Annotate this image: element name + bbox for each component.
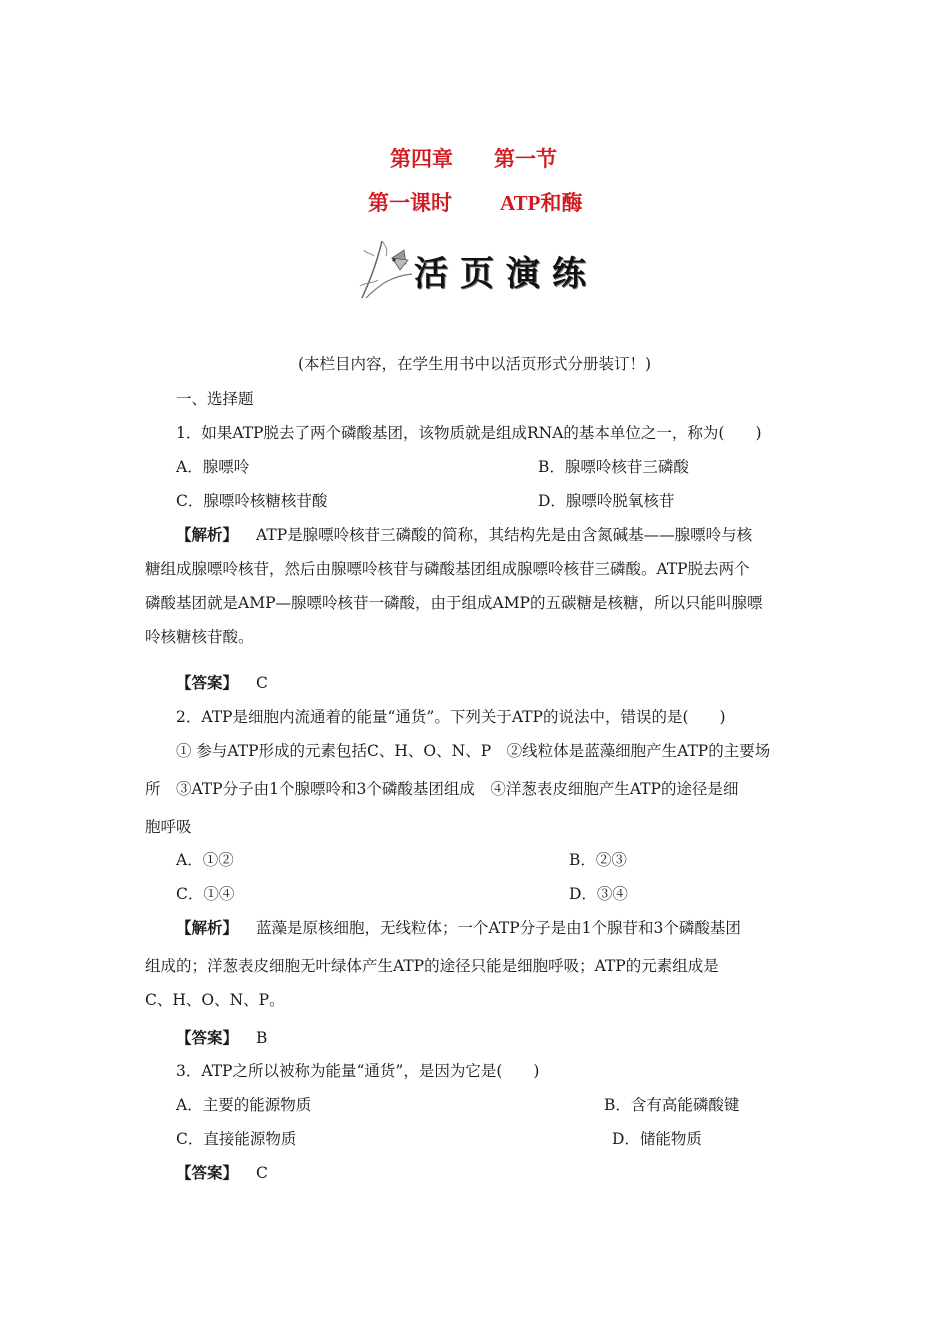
section-heading: 一、选择题 xyxy=(176,390,254,408)
q2-analysis-line3: C、H、O、N、P。 xyxy=(145,991,285,1009)
q2-analysis-line2: 组成的；洋葱表皮细胞无叶绿体产生ATP的途径只能是细胞呼吸；ATP的元素组成是 xyxy=(145,957,719,975)
q1-option-b: B．腺嘌呤核苷三磷酸 xyxy=(538,458,689,476)
q2-items-line3: 胞呼吸 xyxy=(145,818,192,836)
q2-items-line1: ① 参与ATP形成的元素包括C、H、O、N、P ②线粒体是蓝藻细胞产生ATP的主要场 xyxy=(176,742,771,760)
q2-option-c: C．①④ xyxy=(176,885,235,903)
q1-answer-label: 【答案】 xyxy=(176,673,239,692)
q1-analysis-line3: 磷酸基团就是AMP—腺嘌呤核苷一磷酸，由于组成AMP的五碳糖是核糖，所以只能叫腺嘌 xyxy=(145,594,763,612)
q1-analysis-line1 xyxy=(176,525,752,545)
q1-stem: 1．如果ATP脱去了两个磷酸基团，该物质就是组成RNA的基本单位之一，称为( ) xyxy=(176,424,762,442)
section-title: 第一节 xyxy=(494,146,557,171)
q1-option-a: A．腺嘌呤 xyxy=(176,458,250,476)
q3-stem: 3．ATP之所以被称为能量“通货”，是因为它是( ) xyxy=(176,1062,540,1080)
q1-analysis-line4: 呤核糖核苷酸。 xyxy=(145,628,254,646)
q1-analysis-label: 【解析】 xyxy=(176,525,239,544)
q1-analysis-text1: ATP是腺嘌呤核苷三磷酸的简称，其结构先是由含氮碱基——腺嘌呤与核 xyxy=(256,526,753,544)
q1-analysis-line2: 糖组成腺嘌呤核苷，然后由腺嘌呤核苷与磷酸基团组成腺嘌呤核苷三磷酸。ATP脱去两个 xyxy=(145,560,750,578)
q1-option-d: D．腺嘌呤脱氧核苷 xyxy=(538,492,675,510)
q3-option-b: B．含有高能磷酸键 xyxy=(604,1096,740,1114)
topic-title: ATP和酶 xyxy=(500,191,583,215)
q3-option-d: D．储能物质 xyxy=(612,1130,702,1148)
q3-answer-label: 【答案】 xyxy=(176,1163,239,1182)
q2-answer: B xyxy=(256,1029,268,1047)
q3-answer-row xyxy=(176,1163,268,1183)
q2-answer-label: 【答案】 xyxy=(176,1028,239,1047)
q2-answer-row xyxy=(176,1028,267,1048)
q2-option-a: A．①② xyxy=(176,851,234,869)
q1-answer: C xyxy=(256,674,268,692)
q2-analysis-label: 【解析】 xyxy=(176,918,239,937)
q1-option-c: C．腺嘌呤核糖核苷酸 xyxy=(176,492,328,510)
banner-text: 活页演练 xyxy=(414,254,598,294)
q3-option-a: A．主要的能源物质 xyxy=(176,1096,312,1114)
lesson-title: 第一课时 xyxy=(368,190,452,215)
q2-analysis-line1 xyxy=(176,918,741,938)
chapter-title: 第四章 xyxy=(390,146,453,171)
q3-answer: C xyxy=(256,1164,268,1182)
q2-option-b: B．②③ xyxy=(569,851,627,869)
binding-note: (本栏目内容，在学生用书中以活页形式分册装订！) xyxy=(298,355,652,373)
q2-items-line2: 所 ③ATP分子由1个腺嘌呤和3个磷酸基团组成 ④洋葱表皮细胞产生ATP的途径是细 xyxy=(145,780,739,798)
banner xyxy=(352,236,608,300)
q2-stem: 2．ATP是细胞内流通着的能量“通货”。下列关于ATP的说法中，错误的是( ) xyxy=(176,708,726,726)
q3-option-c: C．直接能源物质 xyxy=(176,1130,297,1148)
q1-answer-row xyxy=(176,673,268,693)
q2-option-d: D．③④ xyxy=(569,885,628,903)
plant-butterfly-icon xyxy=(352,236,422,300)
q2-analysis-text1: 蓝藻是原核细胞，无线粒体；一个ATP分子是由1个腺苷和3个磷酸基团 xyxy=(256,919,741,937)
